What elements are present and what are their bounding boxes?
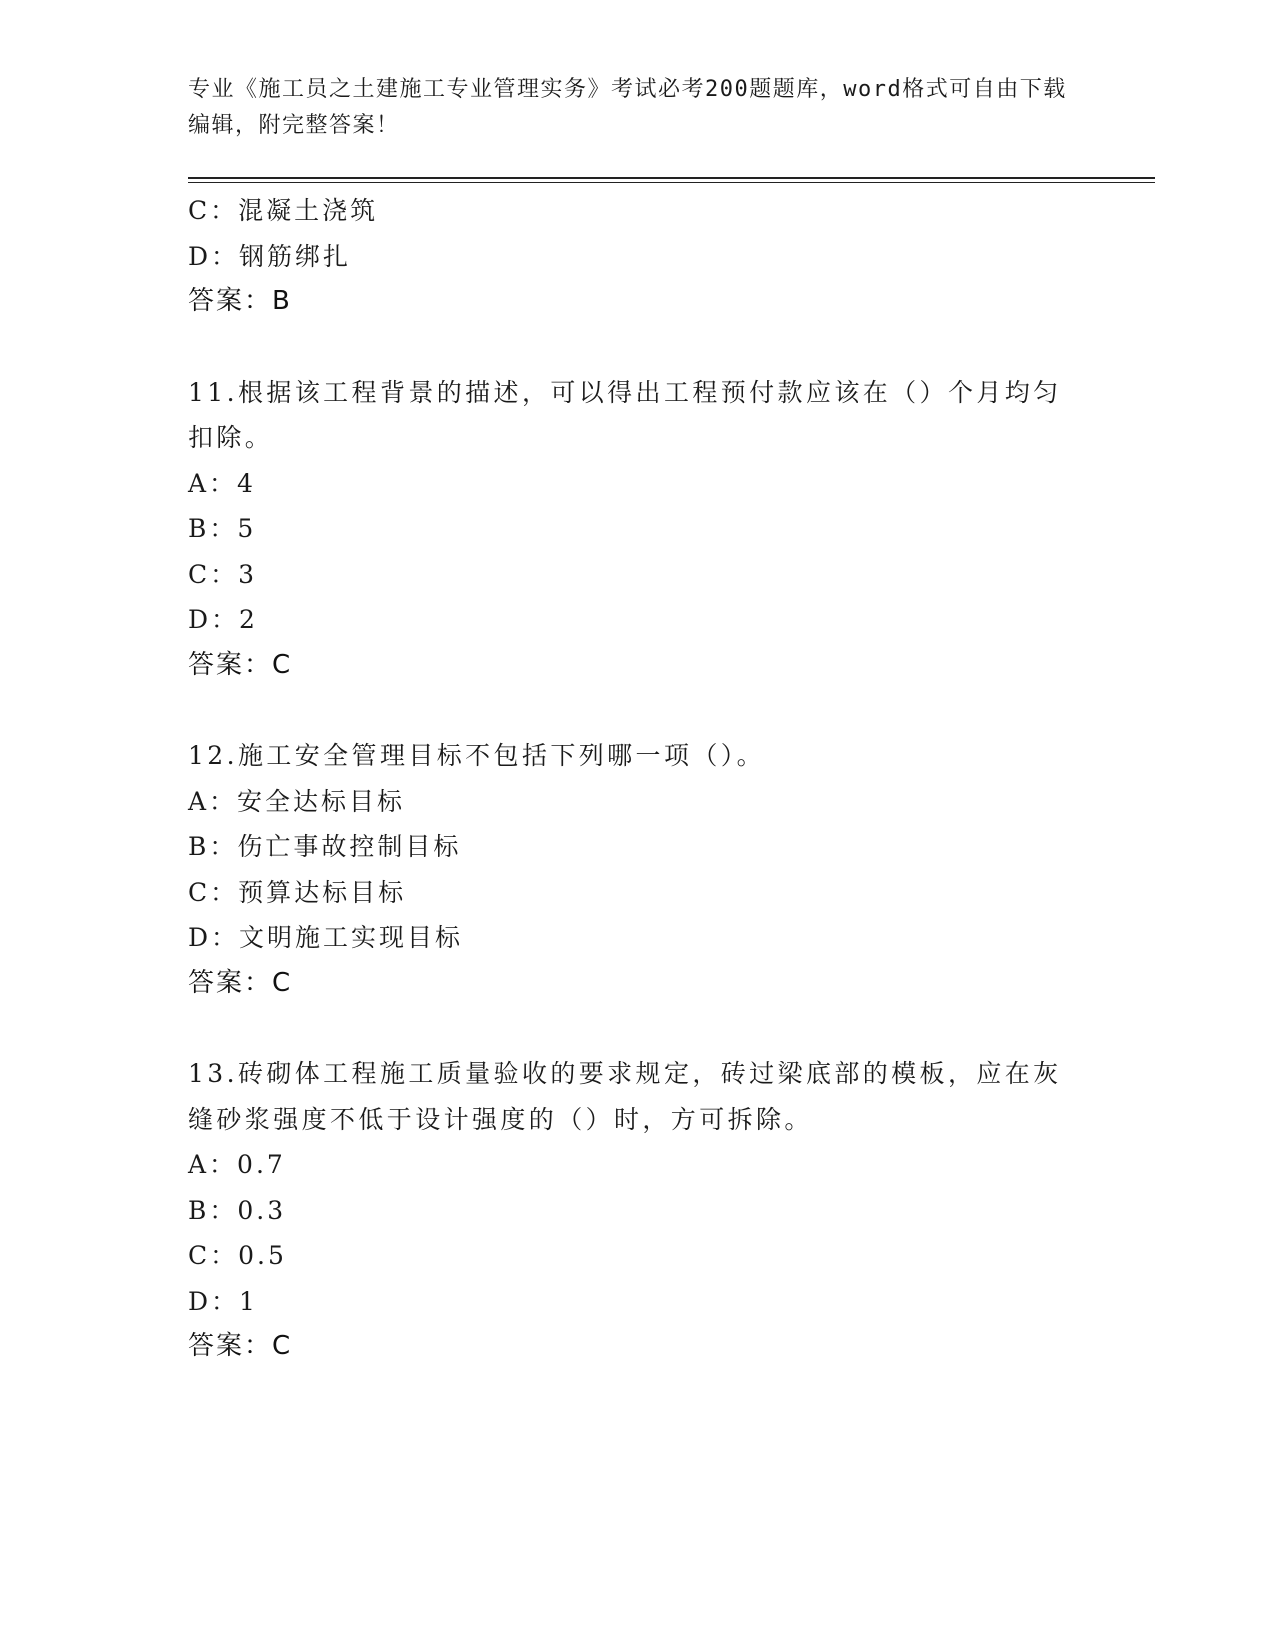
option-c: C：预算达标目标 [188, 877, 407, 907]
answer-line: 答案：B [188, 286, 292, 316]
question-text: 11.根据该工程背景的描述，可以得出工程预付款应该在（）个月均匀扣除。 [188, 377, 1062, 452]
question-text: 13.砖砌体工程施工质量验收的要求规定，砖过梁底部的模板，应在灰缝砂浆强度不低于设计强度的（）时，方可拆除。 [188, 1059, 1062, 1134]
option-d: D：文明施工实现目标 [188, 923, 464, 952]
option-c: C：0.5 [188, 1241, 287, 1270]
option-a: A：安全达标目标 [188, 786, 406, 816]
answer-line: 答案：C [188, 1331, 293, 1361]
spacer [188, 1006, 1088, 1051]
header-divider-thin [188, 182, 1155, 183]
question-text: 12.施工安全管理目标不包括下列哪一项（）。 [188, 741, 766, 770]
spacer [188, 325, 1088, 370]
question-11 [188, 370, 1088, 689]
option-c: C：3 [188, 559, 258, 589]
question-13 [188, 1051, 1088, 1370]
option-c: C：混凝土浇筑 [188, 196, 379, 225]
option-d: D：钢筋绑扎 [188, 241, 352, 271]
option-b: B：0.3 [188, 1195, 287, 1225]
answer-line: 答案：C [188, 649, 293, 680]
question-list [188, 188, 1088, 1370]
option-b: B：5 [188, 514, 257, 543]
question-12 [188, 733, 1088, 1006]
option-d: D：1 [188, 1286, 258, 1316]
previous-question-tail [188, 188, 1088, 325]
header-divider-thick [188, 177, 1155, 179]
option-a: A：0.7 [188, 1150, 286, 1179]
option-a: A：4 [188, 468, 256, 498]
option-d: D：2 [188, 605, 258, 634]
option-b: B：伤亡事故控制目标 [188, 832, 462, 861]
spacer [188, 688, 1088, 733]
answer-line: 答案：C [188, 967, 293, 998]
document-header: 专业《施工员之土建施工专业管理实务》考试必考200题题库，word格式可自由下载编辑，附完整答案！ [188, 77, 1067, 138]
